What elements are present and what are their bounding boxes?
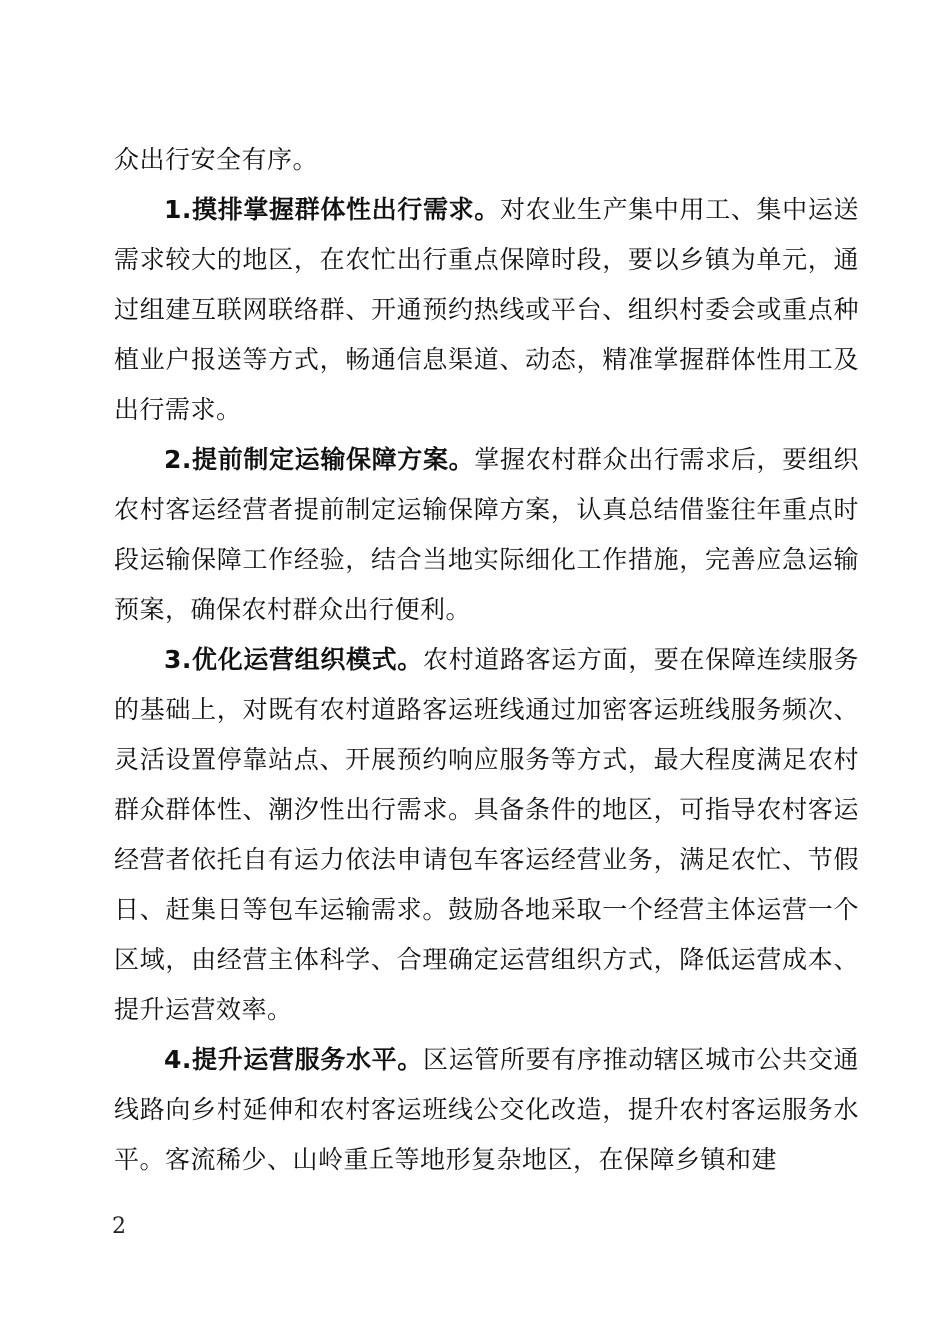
section-paragraph-4 <box>114 1035 859 1185</box>
section-paragraph-2 <box>114 435 859 635</box>
section-heading-4: 4.提升运营服务水平。 <box>164 1045 423 1074</box>
section-paragraph-3 <box>114 635 859 1035</box>
section-body-4: 区运管所要有序推动辖区城市公共交通线路向乡村延伸和农村客运班线公交化改造，提升农村客运服务水平。客流稀少、山岭重丘等地形复杂地区，在保障乡镇和建 <box>114 1045 859 1174</box>
section-heading-2: 2.提前制定运输保障方案。 <box>164 445 475 474</box>
section-body-3: 农村道路客运方面，要在保障连续服务的基础上，对既有农村道路客运班线通过加密客运班线服务频次、灵活设置停靠站点、开展预约响应服务等方式，最大程度满足农村群众群体性、潮汐性出行需求。具备条件的地区，可指导农村客运经营者依托自有运力依法申请包车客运经营业务，满足农忙、节假日、赶集日等包车运输需求。鼓励各地采取一个经营主体运营一个区域，由经营主体科学、合理确定运营组织方式，降低运营成本、提升运营效率。 <box>114 645 859 1024</box>
section-body-2: 掌握农村群众出行需求后，要组织农村客运经营者提前制定运输保障方案，认真总结借鉴往年重点时段运输保障工作经验，结合当地实际细化工作措施，完善应急运输预案，确保农村群众出行便利。 <box>114 445 859 624</box>
section-paragraph-1 <box>114 185 859 435</box>
section-heading-1: 1.摸排掌握群体性出行需求。 <box>164 195 500 224</box>
section-heading-3: 3.优化运营组织模式。 <box>164 645 423 674</box>
continuation-paragraph: 众出行安全有序。 <box>114 145 319 174</box>
page-number: 2 <box>112 1214 126 1239</box>
section-body-1: 对农业生产集中用工、集中运送需求较大的地区，在农忙出行重点保障时段，要以乡镇为单元，通过组建互联网联络群、开通预约热线或平台、组织村委会或重点种植业户报送等方式，畅通信息渠道、动态，精准掌握群体性用工及出行需求。 <box>114 195 859 424</box>
document-page <box>114 135 859 1185</box>
